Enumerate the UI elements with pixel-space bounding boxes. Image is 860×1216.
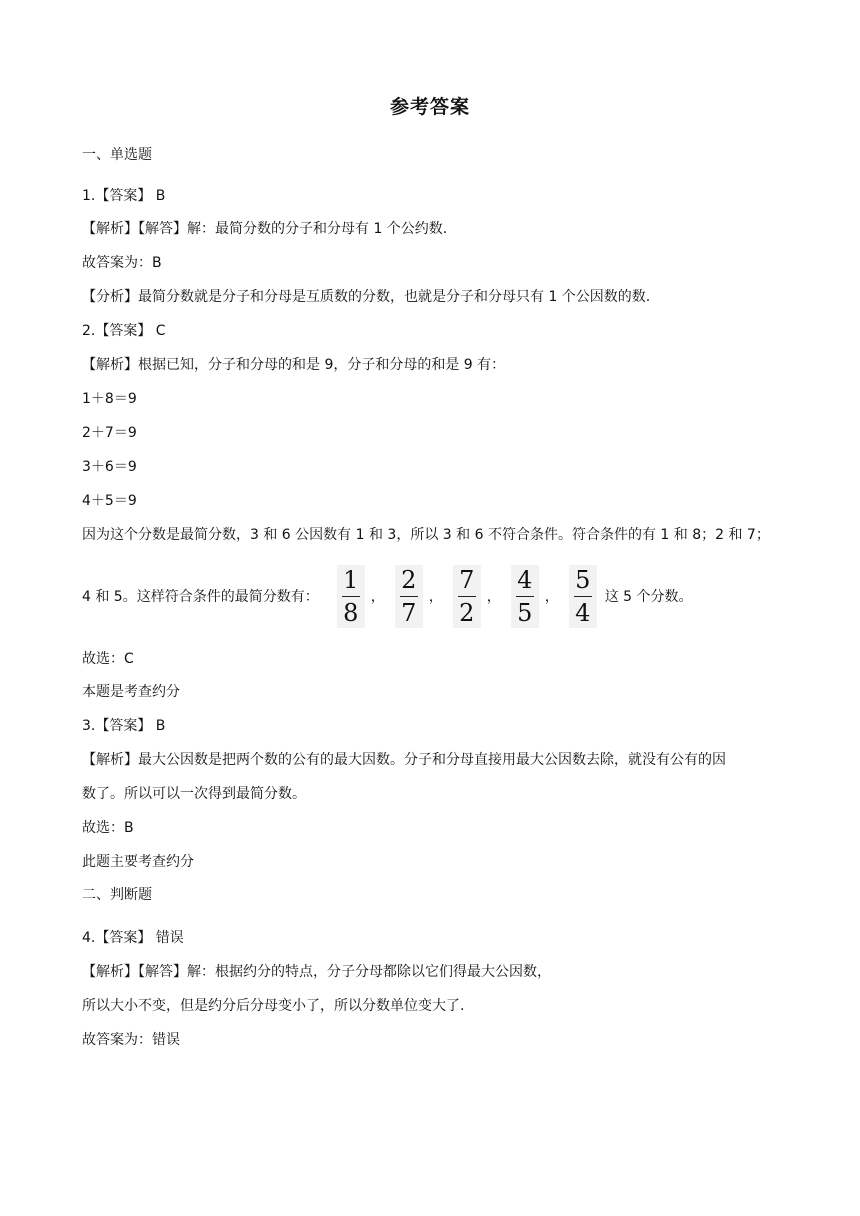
- q2-fractions-suffix: 这 5 个分数。: [604, 589, 693, 605]
- q2-equation-3: 3＋6＝9: [82, 459, 137, 475]
- fraction-bar: [400, 596, 418, 597]
- q2-answer: 2.【答案】 C: [82, 323, 166, 339]
- fraction-bar: [342, 596, 360, 597]
- fraction-denominator: 2: [459, 598, 475, 627]
- fraction-separator: ，: [428, 589, 443, 605]
- fraction-separator: ，: [544, 589, 559, 605]
- fraction-denominator: 5: [517, 598, 533, 627]
- fraction-numerator: 4: [517, 565, 533, 594]
- q4-conclusion: 故答案为：错误: [82, 1032, 180, 1048]
- q1-analysis: 【解析】【解答】解：最简分数的分子和分母有 1 个公约数.: [82, 221, 448, 237]
- fraction-numerator: 1: [343, 565, 359, 594]
- q2-equation-1: 1＋8＝9: [82, 391, 137, 407]
- q4-analysis-line-1: 【解析】【解答】解：根据约分的特点，分子分母都除以它们得最大公因数，: [82, 964, 551, 980]
- page-title: 参考答案: [389, 96, 470, 118]
- fraction-denominator: 8: [343, 598, 359, 627]
- q1-answer: 1.【答案】 B: [82, 188, 166, 204]
- fraction-bar: [574, 596, 592, 597]
- q2-conclusion: 故选：C: [82, 651, 134, 667]
- q3-analysis-line-1: 【解析】最大公因数是把两个数的公有的最大因数。分子和分母直接用最大公因数去除，就没有公有的因: [82, 752, 726, 768]
- q1-note: 【分析】最简分数就是分子和分母是互质数的分数，也就是分子和分母只有 1 个公因数的数.: [82, 289, 651, 305]
- fraction-denominator: 4: [575, 598, 591, 627]
- q2-fraction-list: [82, 562, 693, 630]
- q3-analysis-line-2: 数了。所以可以一次得到最简分数。: [82, 786, 306, 802]
- q3-conclusion: 故选：B: [82, 820, 134, 836]
- fraction-separator: ，: [486, 589, 501, 605]
- q2-fractions-prefix: 4 和 5。这样符合条件的最简分数有：: [82, 589, 319, 605]
- fraction-numerator: 5: [575, 565, 591, 594]
- section-heading-single-choice: 一、单选题: [82, 147, 152, 163]
- q4-answer: 4.【答案】 错误: [82, 930, 184, 946]
- section-heading-true-false: 二、判断题: [82, 887, 152, 903]
- fraction: [337, 565, 365, 628]
- q2-equation-4: 4＋5＝9: [82, 493, 137, 509]
- fraction: [453, 565, 481, 628]
- fraction: [569, 565, 597, 628]
- q2-note: 本题是考查约分: [82, 684, 180, 700]
- fraction-separator: ，: [370, 589, 385, 605]
- q1-conclusion: 故答案为：B: [82, 255, 162, 271]
- fraction-denominator: 7: [401, 598, 417, 627]
- fraction: [511, 565, 539, 628]
- fraction: [395, 565, 423, 628]
- q4-analysis-line-2: 所以大小不变，但是约分后分母变小了，所以分数单位变大了.: [82, 998, 465, 1014]
- q2-equation-2: 2＋7＝9: [82, 425, 137, 441]
- q3-answer: 3.【答案】 B: [82, 718, 166, 734]
- q2-analysis: 【解析】根据已知，分子和分母的和是 9，分子和分母的和是 9 有：: [82, 357, 506, 373]
- q2-reason: 因为这个分数是最简分数，3 和 6 公因数有 1 和 3，所以 3 和 6 不符合条件。符合条件的有 1 和 8；2 和 7；: [82, 527, 770, 543]
- fraction-bar: [516, 596, 534, 597]
- fraction-numerator: 7: [459, 565, 475, 594]
- fraction-bar: [458, 596, 476, 597]
- fraction-numerator: 2: [401, 565, 417, 594]
- q3-note: 此题主要考查约分: [82, 854, 194, 870]
